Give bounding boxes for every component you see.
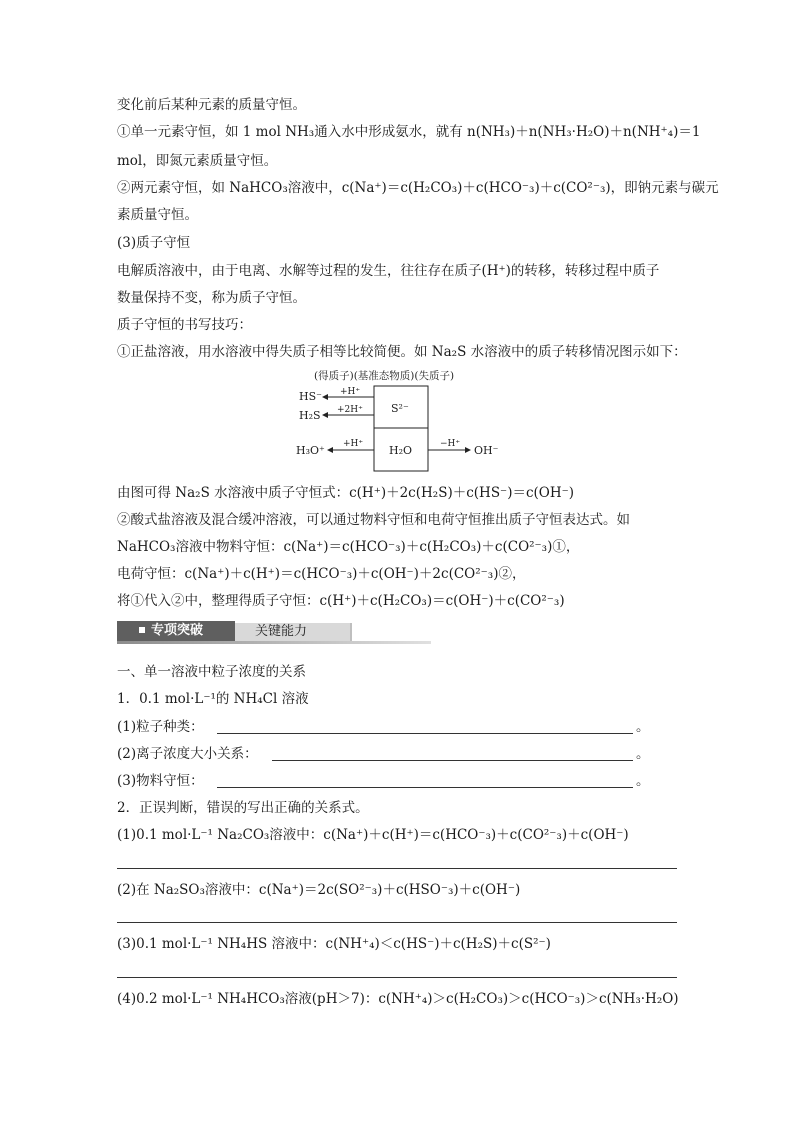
- text-line-8: 数量保持不变，称为质子守恒。: [117, 290, 306, 306]
- text-line-15: 将①代入②中，整理得质子守恒：c(H⁺)＋c(H₂CO₃)＝c(OH⁻)＋c(CO²⁻₃): [117, 593, 565, 609]
- period-1-1: 。: [636, 719, 650, 735]
- text-line-11: 由图可得 Na₂S 水溶液中质子守恒式：c(H⁺)＋2c(H₂S)＋c(HS⁻)＝c(OH⁻): [117, 485, 575, 501]
- text-line-7: 电解质溶液中，由于电离、水解等过程的发生，往往存在质子(H⁺)的转移，转移过程中质子: [117, 263, 660, 279]
- answer-line-2-3[interactable]: [117, 977, 677, 978]
- plus-h-label-2: +H⁺: [343, 439, 364, 449]
- section-rule: [117, 641, 431, 644]
- text-line-12: ②酸式盐溶液及混合缓冲溶液，可以通过物料守恒和电荷守恒推出质子守恒表达式。如: [117, 512, 630, 528]
- question-2-2: (2)在 Na₂SO₃溶液中：c(Na⁺)＝2c(SO²⁻₃)＋c(HSO⁻₃)＋c(OH⁻): [117, 882, 521, 898]
- section-heading-dark: [117, 621, 235, 641]
- answer-line-2-1[interactable]: [117, 868, 677, 869]
- question-2: 2．正误判断，错误的写出正确的关系式。: [117, 800, 369, 816]
- text-line-5: 素质量守恒。: [117, 207, 198, 223]
- s2-label: S²⁻: [391, 402, 409, 415]
- text-line-14: 电荷守恒：c(Na⁺)＋c(H⁺)＝c(HCO⁻₃)＋c(OH⁻)＋2c(CO²⁻₃)②，: [117, 566, 526, 582]
- question-2-1: (1)0.1 mol·L⁻¹ Na₂CO₃溶液中：c(Na⁺)＋c(H⁺)＝c(HCO⁻₃)＋c(CO²⁻₃)＋c(OH⁻): [117, 827, 629, 843]
- answer-blank-1-1[interactable]: [217, 733, 633, 734]
- question-1-2: (2)离子浓度大小关系：: [117, 746, 258, 762]
- section-heading: [117, 621, 431, 643]
- oh-label: OH⁻: [474, 444, 499, 457]
- question-2-4: (4)0.2 mol·L⁻¹ NH₄HCO₃溶液(pH＞7)：c(NH⁺₄)＞c(H₂CO₃)＞c(HCO⁻₃)＞c(NH₃·H₂O): [117, 991, 679, 1007]
- section-subtitle: 关键能力: [235, 623, 352, 641]
- period-1-3: 。: [636, 773, 650, 789]
- plus-2h-label: +2H⁺: [337, 405, 363, 415]
- answer-blank-1-2[interactable]: [272, 760, 633, 761]
- section-title: 专项突破: [151, 623, 204, 638]
- text-line-4: ②两元素守恒，如 NaHCO₃溶液中，c(Na⁺)＝c(H₂CO₃)＋c(HCO⁻₃)＋c(CO²⁻₃)，即钠元素与碳元: [117, 180, 719, 196]
- text-line-6: (3)质子守恒: [117, 235, 191, 251]
- h3o-label: H₃O⁺: [296, 444, 325, 457]
- part-1-title: 一、单一溶液中粒子浓度的关系: [117, 664, 306, 680]
- period-1-2: 。: [636, 746, 650, 762]
- text-line-10: ①正盐溶液，用水溶液中得失质子相等比较简便。如 Na₂S 水溶液中的质子转移情况图示如下：: [117, 344, 687, 360]
- h2o-label: H₂O: [389, 444, 413, 457]
- proton-transfer-diagram: [290, 366, 520, 478]
- square-bullet-icon: [139, 627, 145, 633]
- text-line-2: ①单一元素守恒，如 1 mol NH₃通入水中形成氨水，就有 n(NH₃)＋n(NH₃·H₂O)＋n(NH⁺₄)＝1: [117, 124, 701, 140]
- plus-h-label-1: +H⁺: [340, 387, 361, 397]
- answer-blank-1-3[interactable]: [217, 787, 633, 788]
- text-line-9: 质子守恒的书写技巧：: [117, 317, 252, 333]
- question-1-3: (3)物料守恒：: [117, 773, 204, 789]
- text-line-3: mol，即氮元素质量守恒。: [117, 153, 278, 169]
- answer-line-2-2[interactable]: [117, 922, 677, 923]
- minus-h-label: −H⁺: [440, 439, 461, 449]
- h2s-label: H₂S: [299, 409, 321, 422]
- question-1-1: (1)粒子种类：: [117, 719, 204, 735]
- question-1: 1．0.1 mol·L⁻¹的 NH₄Cl 溶液: [117, 691, 309, 707]
- hs-label: HS⁻: [299, 390, 322, 403]
- diagram-header: (得质子)(基准态物质)(失质子): [314, 370, 455, 382]
- question-2-3: (3)0.1 mol·L⁻¹ NH₄HS 溶液中：c(NH⁺₄)＜c(HS⁻)＋c(H₂S)＋c(S²⁻): [117, 936, 551, 952]
- text-line-1: 变化前后某种元素的质量守恒。: [117, 97, 306, 113]
- text-line-13: NaHCO₃溶液中物料守恒：c(Na⁺)＝c(HCO⁻₃)＋c(H₂CO₃)＋c(CO²⁻₃)①，: [117, 539, 580, 555]
